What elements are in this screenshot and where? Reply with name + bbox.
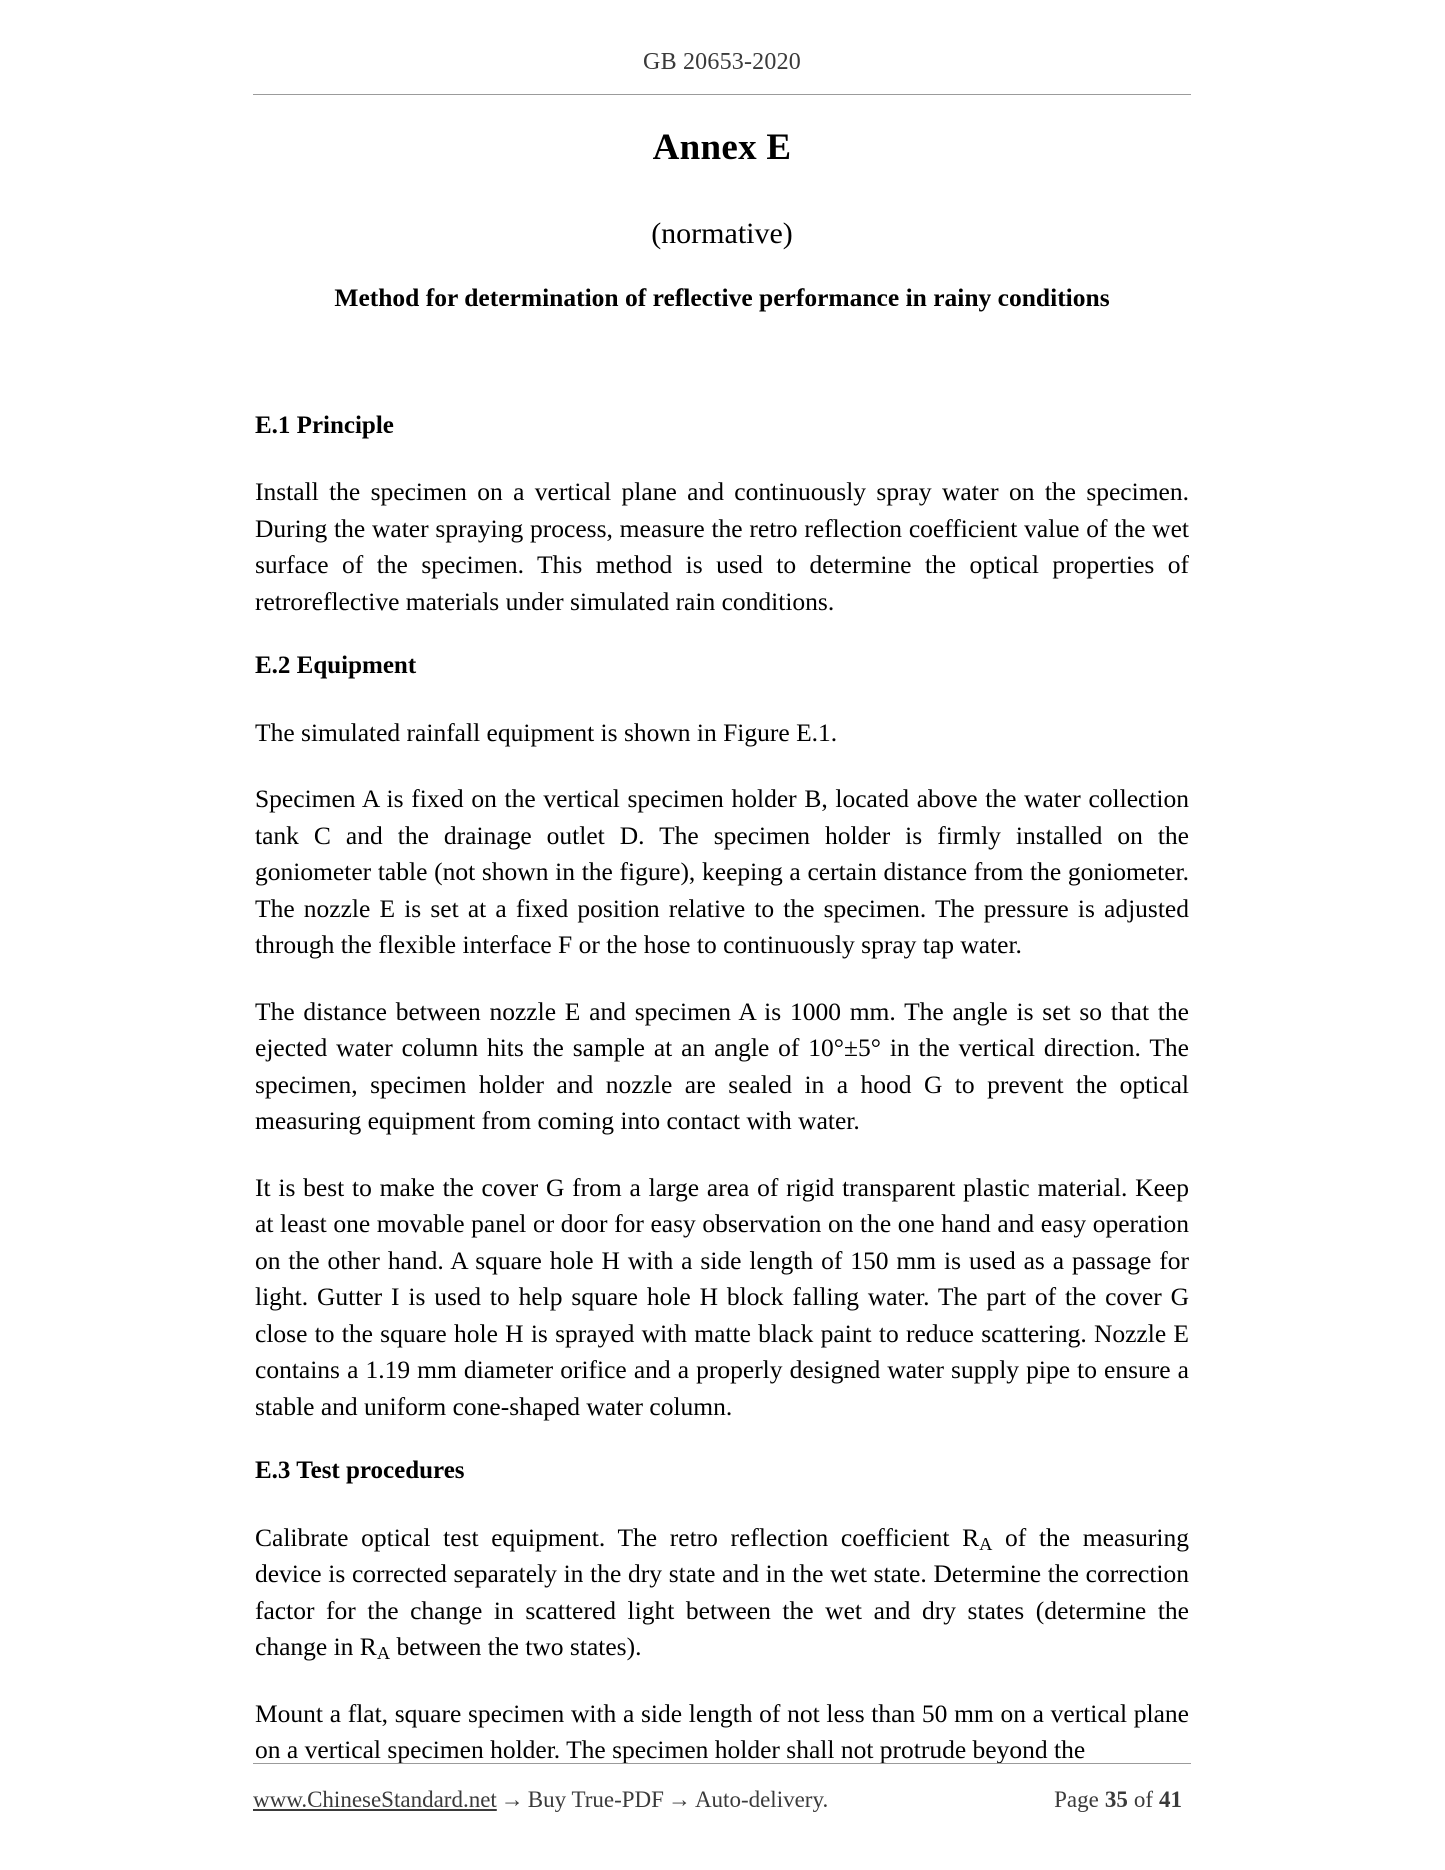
total-page-number: 41 bbox=[1159, 1787, 1182, 1813]
paragraph-e2-3: The distance between nozzle E and specimen A is 1000 mm. The angle is set so that the ejected water column hits the sample at an angle of 10°±5° in the vertical direction. The specimen, specimen holder and nozzle are sealed in a hood G to prevent the optical measuring equipment from coming into contact with water. bbox=[255, 996, 1189, 1136]
footer-divider bbox=[253, 1763, 1191, 1764]
annex-kind: (normative) bbox=[651, 217, 793, 251]
page-footer bbox=[253, 1763, 1191, 1814]
paragraph-e3-1 bbox=[255, 1520, 1189, 1666]
buy-true-pdf-label: Buy True-PDF bbox=[527, 1787, 664, 1813]
annex-subtitle: Method for determination of reflective performance in rainy conditions bbox=[334, 282, 1110, 312]
chinesestandard-link[interactable]: www.ChineseStandard.net bbox=[253, 1787, 497, 1813]
subscript-ra-second: A bbox=[376, 1643, 391, 1664]
page-header bbox=[253, 48, 1191, 95]
paragraph-e2-2: Specimen A is fixed on the vertical specimen holder B, located above the water collection tank C and the drainage outlet D. The specimen holder is firmly installed on the goniometer table (not shown in the figure), keeping a certain distance from the goniometer. The nozzle E is set at a fixed position relative to the specimen. The pressure is adjusted through the flexible interface F or the hose to continuously spray tap water. bbox=[255, 784, 1189, 960]
section-heading-e2: E.2 Equipment bbox=[255, 652, 417, 680]
of-word-label: of bbox=[1133, 1787, 1153, 1813]
paragraph-e2-4: It is best to make the cover G from a large area of rigid transparent plastic material. Keep at least one movable panel or door for easy observation on the one hand and easy operation on the other hand. A square hole H with a side length of 150 mm is used as a passage for light. Gutter I is used to help square hole H block falling water. The part of the cover G close to the square hole H is sprayed with matte black paint to reduce scattering. Nozzle E contains a 1.19 mm diameter orifice and a properly designed water supply pipe to ensure a stable and uniform cone-shaped water column. bbox=[255, 1172, 1189, 1421]
subscript-ra-first: A bbox=[979, 1533, 993, 1554]
arrow-right-icon-2: → bbox=[667, 1787, 691, 1813]
paragraph-e3-2: Mount a flat, square specimen with a side length of not less than 50 mm on a vertical plane on a vertical specimen holder. The specimen holder shall not protrude beyond the bbox=[255, 1698, 1189, 1765]
document-content bbox=[255, 125, 1189, 1799]
page-word-label: Page bbox=[1054, 1787, 1099, 1813]
section-heading-e1: E.1 Principle bbox=[255, 411, 394, 439]
footer-promo bbox=[253, 1786, 828, 1814]
header-divider bbox=[253, 94, 1191, 95]
arrow-right-icon-1: → bbox=[500, 1787, 524, 1813]
paragraph-e3-1-suffix: between the two states). bbox=[390, 1632, 642, 1662]
paragraph-e1-1: Install the specimen on a vertical plane and continuously spray water on the specimen. During the water spraying process, measure the retro reflection coefficient value of the wet surface of the specimen. This method is used to determine the optical properties of retroreflective materials under simulated rain conditions. bbox=[255, 477, 1189, 616]
paragraph-e3-1-prefix: Calibrate optical test equipment. The retro reflection coefficient R bbox=[255, 1522, 980, 1552]
paragraph-e3-1-middle: of the measuring device is corrected separately in the dry state and in the wet state. Determine the correction factor for the change in scattered light between the wet and dry states (determine the change in R bbox=[255, 1522, 1189, 1662]
paragraph-e2-1: The simulated rainfall equipment is shown in Figure E.1. bbox=[255, 717, 838, 747]
page-indicator bbox=[1051, 1786, 1191, 1814]
annex-title: Annex E bbox=[652, 127, 792, 168]
auto-delivery-label: Auto-delivery. bbox=[694, 1787, 829, 1813]
current-page-number: 35 bbox=[1104, 1787, 1128, 1813]
footer-row bbox=[253, 1786, 1191, 1814]
section-heading-e3: E.3 Test procedures bbox=[255, 1457, 465, 1485]
standard-number: GB 20653-2020 bbox=[643, 49, 801, 75]
